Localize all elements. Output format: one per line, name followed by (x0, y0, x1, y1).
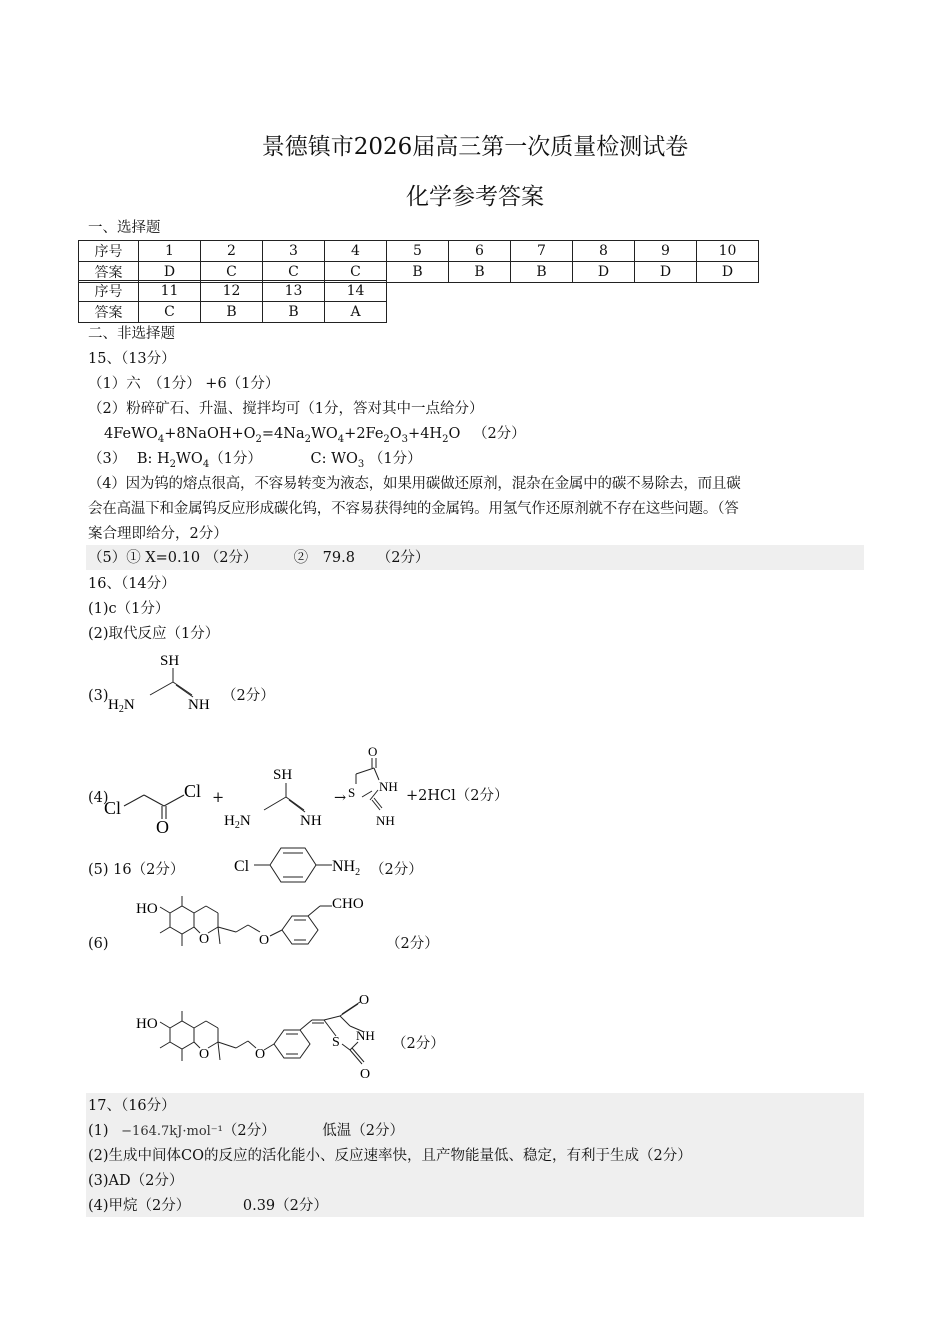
o-label: O (259, 933, 270, 948)
table-cell: B (263, 302, 325, 323)
q15-p4-line3: 案合理即给分，2分） (88, 526, 228, 542)
table-cell: 14 (325, 281, 387, 302)
q15-p5: （5）① X=0.10 （2分） ② 79.8 （2分） (88, 550, 430, 566)
o-label: O (255, 1047, 266, 1062)
q15-p3 (88, 449, 422, 475)
q15-p2: （2）粉碎矿石、升温、搅拌均可（1分，答对其中一点给分） (88, 401, 484, 417)
table-cell: 12 (201, 281, 263, 302)
table-row (79, 302, 387, 323)
table-cell: C (201, 262, 263, 283)
cl-label: Cl (104, 798, 122, 818)
q15-equation (104, 424, 526, 450)
o-label: O (368, 744, 378, 759)
q16-p3-score: （2分） (222, 688, 275, 704)
q16-p4-label: (4) (88, 790, 109, 806)
q17-p1-b: 低温（2分） (322, 1123, 404, 1139)
table-cell: 10 (697, 241, 759, 262)
q16-p2: (2)取代反应（1分） (88, 626, 220, 642)
q17-p3: (3)AD（2分） (88, 1173, 184, 1189)
table-cell: B (201, 302, 263, 323)
table-cell: 8 (573, 241, 635, 262)
o-label: O (156, 817, 169, 835)
o-label: O (199, 932, 210, 947)
table-cell: 9 (635, 241, 697, 262)
section-nonchoice: 二、非选择题 (88, 326, 175, 342)
table-cell: 7 (511, 241, 573, 262)
q16-p1: (1)c（1分） (88, 601, 170, 617)
o-label: O (360, 1067, 371, 1082)
q16-heading: 16、（14分） (88, 576, 176, 592)
table-cell: B (449, 262, 511, 283)
q17-heading: 17、（16分） (88, 1098, 176, 1114)
q16-p6-score1: （2分） (386, 936, 439, 952)
table-cell: C (325, 262, 387, 283)
s-label: S (332, 1035, 340, 1050)
table-cell: C (139, 302, 201, 323)
nh-label: NH (356, 1028, 375, 1043)
q15-heading: 15、（13分） (88, 351, 176, 367)
table-cell: 5 (387, 241, 449, 262)
nh2-label: $NH_2$ (332, 858, 361, 878)
table-cell: 6 (449, 241, 511, 262)
q15-p3-b: B: $H_2WO_4(1$分） (136, 451, 262, 470)
o-label: O (359, 993, 370, 1008)
table-cell: C (263, 262, 325, 283)
q15-p1: （1）六 （1分） +6（1分） (88, 376, 280, 392)
q16-p6-label: (6) (88, 936, 109, 952)
q16-p4-product: +2HCl（2分） (406, 788, 509, 804)
q16-p6-score2: （2分） (392, 1036, 445, 1052)
table-cell: B (511, 262, 573, 283)
page-title: 景德镇市2026届高三第一次质量检测试卷 (261, 134, 689, 160)
chloroaniline-structure (234, 845, 374, 887)
cl-label: Cl (184, 781, 202, 801)
equation-score: （2分） (472, 426, 526, 442)
section-choice: 一、选择题 (88, 220, 161, 236)
h2n-label: $H_2N$ (108, 697, 135, 715)
q16-p5-label: (5) 16（2分） (88, 862, 185, 878)
q15-p4-line1: （4）因为钨的熔点很高，不容易转变为液态，如果用碳做还原剂，混杂在金属中的碳不易除去，而且碳 (88, 476, 741, 492)
q17-p2: (2)生成中间体CO的反应的活化能小、反应速率快，且产物能量低、稳定，有利于生成（2分） (88, 1148, 692, 1164)
thiourea-structure (104, 648, 224, 718)
table-cell: B (387, 262, 449, 283)
s-label: S (348, 785, 356, 800)
o-label: O (199, 1047, 210, 1062)
q15-p3-c: C: $WO_3$ （1分） (310, 451, 422, 470)
ho-label: HO (136, 1016, 158, 1032)
nh-label: NH (188, 697, 210, 713)
q17-p4-a: (4)甲烷（2分） (88, 1198, 191, 1214)
q15-p4-line2: 会在高温下和金属钨反应形成碳化钨，不容易获得纯的金属钨。用氢气作还原剂就不存在这些问题。（答 (88, 501, 739, 517)
sh-label: SH (273, 767, 293, 783)
answer-table-1 (78, 240, 759, 283)
table-cell: A (325, 302, 387, 323)
table-row (79, 241, 759, 262)
q16-p3-label: (3) (88, 688, 109, 704)
q15-p3-label: （3） (88, 451, 127, 467)
q17-p1-value: −164.7kJ·mol⁻¹ (121, 1124, 223, 1139)
q17-p1-label: (1) (88, 1123, 109, 1139)
table-cell: 11 (139, 281, 201, 302)
table-cell: 4 (325, 241, 387, 262)
q17-p4 (88, 1196, 328, 1216)
chromane-thiazolidinedione-structure (136, 990, 396, 1082)
q17-p1 (88, 1121, 404, 1142)
q16-p5-score: （2分） (370, 862, 423, 878)
table-cell: 2 (201, 241, 263, 262)
ho-label: HO (136, 901, 158, 917)
iminothiazolidinone-structure (346, 744, 408, 830)
thiourea-structure (222, 763, 332, 833)
arrow: → (334, 790, 347, 806)
table-row (79, 281, 387, 302)
equation-text: $4FeWO_4+8NaOH+O_2=4Na_2WO_4+2Fe_2O_3+4H_2O$ (104, 426, 461, 445)
table-cell: D (573, 262, 635, 283)
page-subtitle: 化学参考答案 (406, 184, 544, 210)
row-label-ans: 答案 (79, 302, 139, 323)
row-label-ans: 答案 (79, 262, 139, 283)
cho-label: CHO (332, 896, 364, 912)
malonyl-chloride-structure (104, 779, 214, 835)
q17-p4-b: 0.39（2分） (242, 1198, 328, 1214)
nh-label: NH (379, 779, 398, 794)
q17-p1-score: （2分） (222, 1123, 276, 1139)
plus-sign: + (212, 790, 225, 806)
sh-label: SH (160, 653, 180, 669)
row-label-no: 序号 (79, 241, 139, 262)
table-cell: 13 (263, 281, 325, 302)
table-cell: D (139, 262, 201, 283)
nh-label: NH (376, 813, 395, 828)
row-label-no: 序号 (79, 281, 139, 302)
nh-label: NH (300, 813, 322, 829)
table-cell: D (697, 262, 759, 283)
h2n-label: $H_2N$ (224, 813, 251, 831)
table-cell: 1 (139, 241, 201, 262)
chromane-aldehyde-structure (136, 888, 386, 968)
table-cell: 3 (263, 241, 325, 262)
answer-table-2 (78, 280, 387, 323)
cl-label: Cl (234, 858, 250, 875)
table-cell: D (635, 262, 697, 283)
